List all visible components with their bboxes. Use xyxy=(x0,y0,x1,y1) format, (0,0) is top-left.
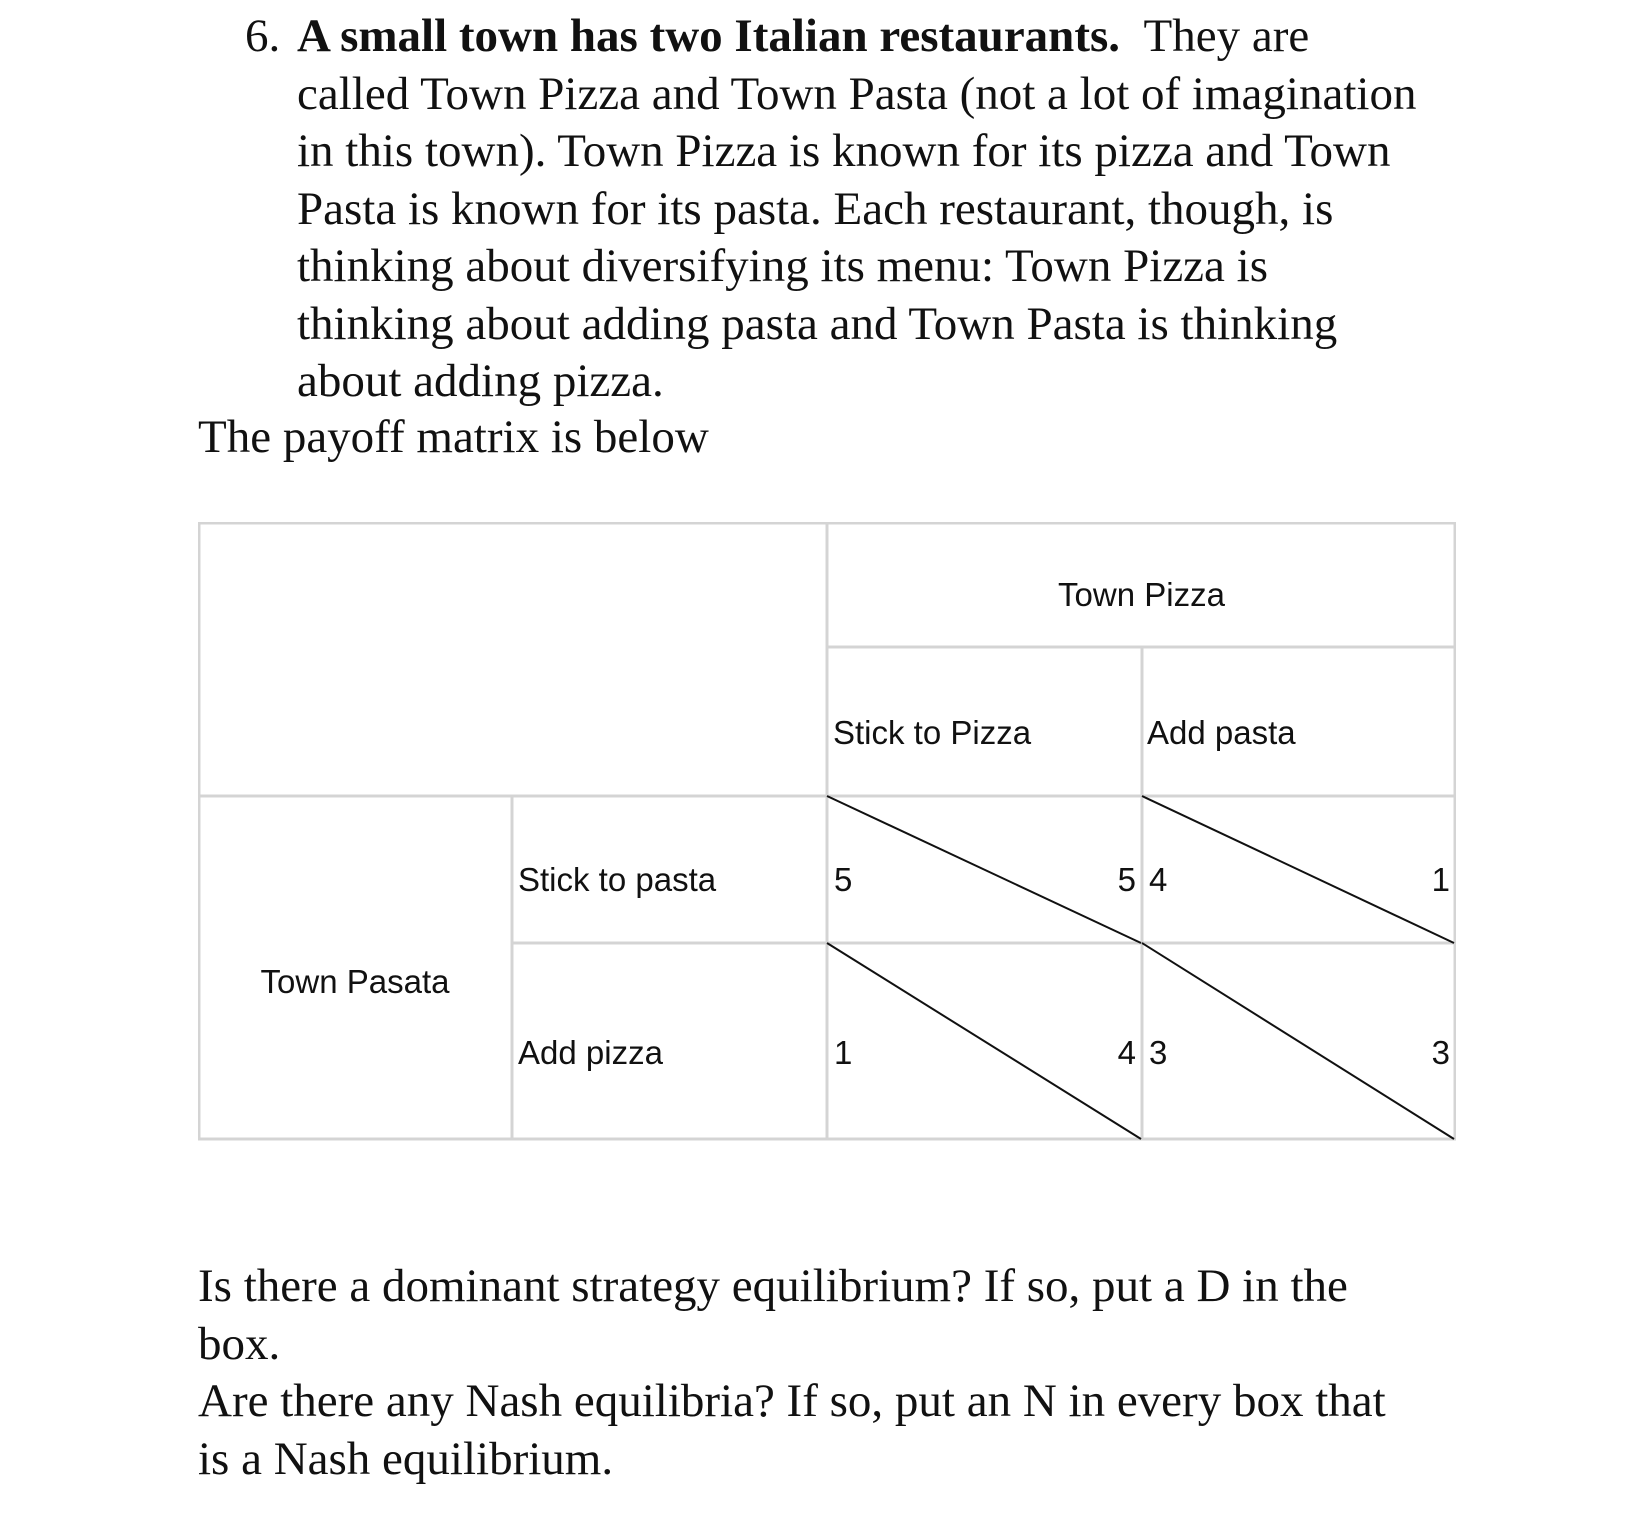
dominant-question-line: Is there a dominant strategy equilibrium? If so, put a D in the xyxy=(198,1260,1348,1312)
payoff-row-player: 1 xyxy=(834,1034,853,1071)
payoff-column-player: 5 xyxy=(1117,861,1136,898)
column-strategy-add-pasta: Add pasta xyxy=(1147,714,1296,751)
dominant-question-line: box. xyxy=(198,1317,281,1370)
question-line-1-rest: They are xyxy=(1143,10,1310,62)
nash-question-line: is a Nash equilibrium. xyxy=(198,1432,614,1485)
question-line: in this town). Town Pizza is known for its pizza and Town xyxy=(297,125,1391,177)
column-player-label: Town Pizza xyxy=(1058,576,1225,613)
cell-diagonal xyxy=(1142,796,1454,943)
payoff-row-player: 4 xyxy=(1149,861,1168,898)
cell-diagonal xyxy=(827,943,1141,1139)
payoff-row-player: 5 xyxy=(834,861,853,898)
nash-question-line: Are there any Nash equilibria? If so, put an N in every box that xyxy=(198,1375,1386,1427)
payoff-column-player: 4 xyxy=(1117,1034,1136,1071)
payoff-matrix-table xyxy=(198,522,1456,1142)
payoff-column-player: 1 xyxy=(1431,861,1450,898)
follow-up-questions xyxy=(198,1258,1498,1488)
question-bold-lead: A small town has two Italian restaurants. xyxy=(297,10,1121,62)
question-line: about adding pizza. xyxy=(297,355,664,407)
cell-diagonal xyxy=(827,796,1141,943)
question-number: 6. xyxy=(245,10,281,62)
question-paragraph xyxy=(297,8,1537,411)
row-strategy-stick-to-pasta: Stick to pasta xyxy=(518,861,717,898)
column-strategy-stick-to-pizza: Stick to Pizza xyxy=(833,714,1032,751)
payoff-row-player: 3 xyxy=(1149,1034,1168,1071)
payoff-intro-text: The payoff matrix is below xyxy=(198,411,709,463)
payoff-column-player: 3 xyxy=(1431,1034,1450,1071)
question-line: called Town Pizza and Town Pasta (not a lot of imagination xyxy=(297,67,1417,120)
question-line-1 xyxy=(297,8,1537,66)
row-strategy-add-pizza: Add pizza xyxy=(518,1034,663,1071)
question-line: Pasta is known for its pasta. Each restaurant, though, is xyxy=(297,182,1334,235)
row-player-label: Town Pasata xyxy=(260,963,450,1000)
question-line: thinking about adding pasta and Town Pasta is thinking xyxy=(297,297,1338,350)
question-block xyxy=(245,8,1545,407)
cell-diagonal xyxy=(1142,943,1454,1139)
matrix-grid xyxy=(198,522,1456,1142)
question-line: thinking about diversifying its menu: Town Pizza is xyxy=(297,240,1269,292)
